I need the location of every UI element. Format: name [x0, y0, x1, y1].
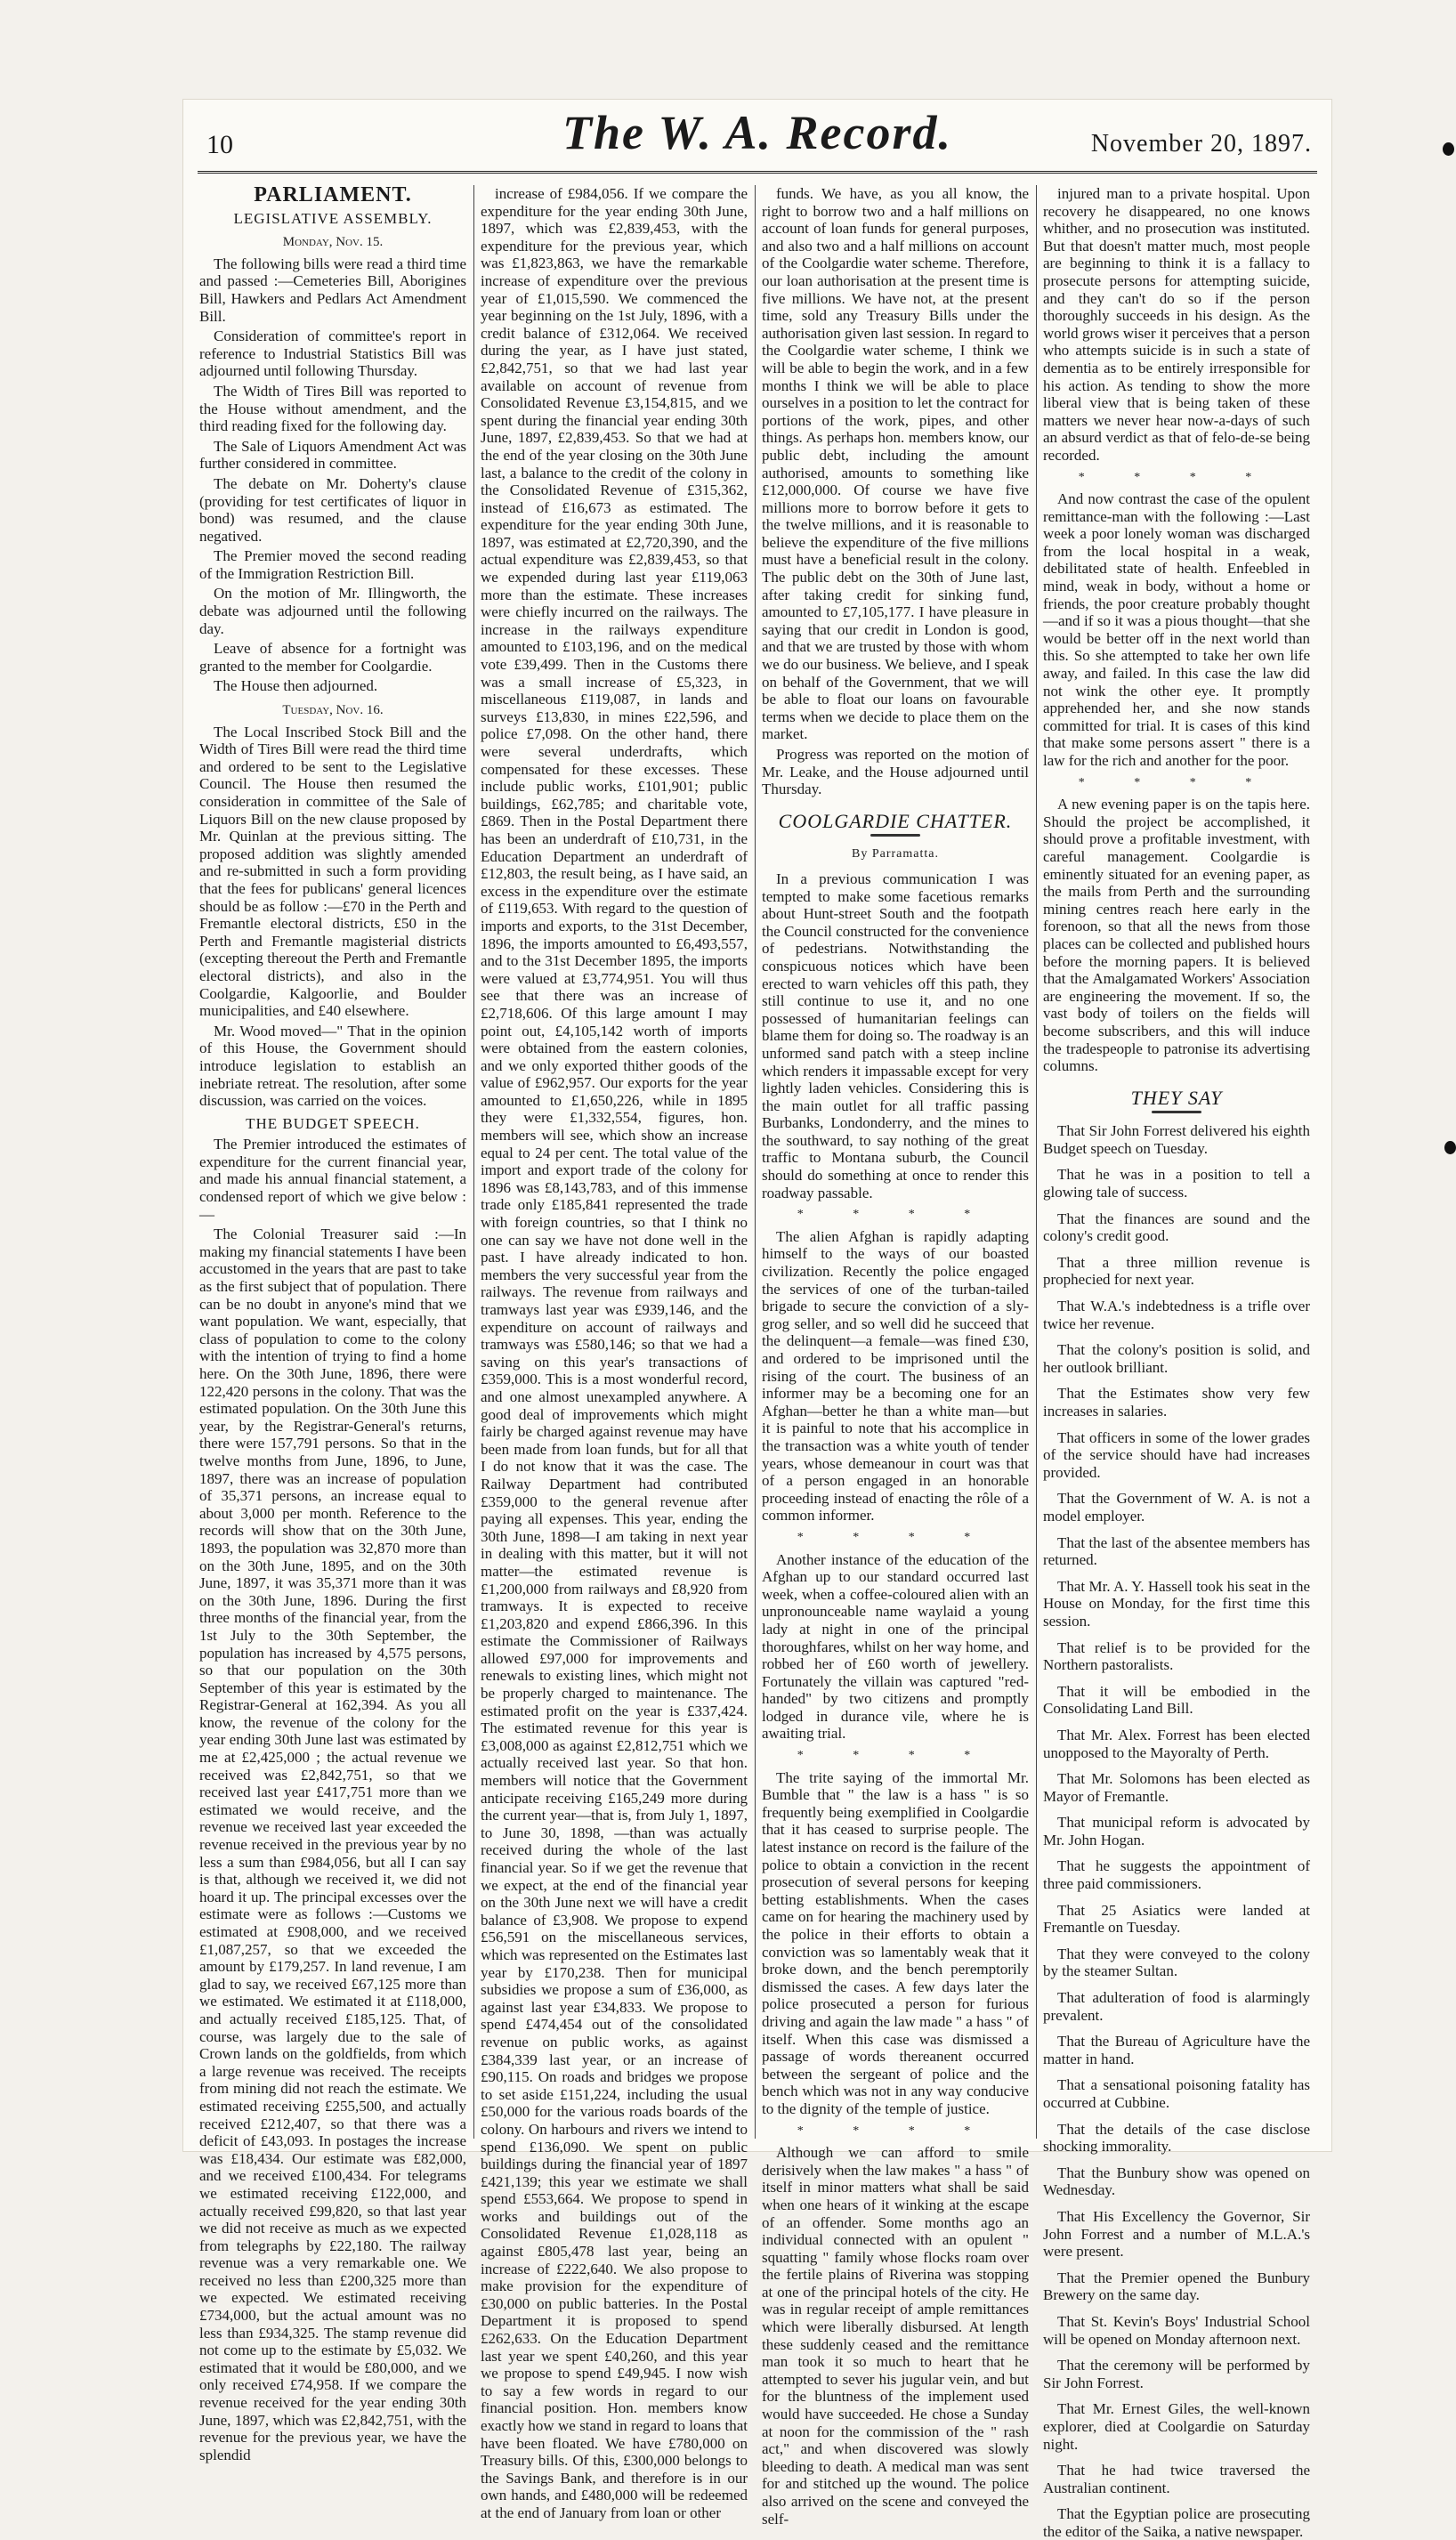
article-paragraph: The House then adjourned.: [214, 677, 378, 695]
they-say-item: That the ceremony will be performed by Sir John Forrest.: [1043, 2357, 1310, 2391]
article-paragraph: injured man to a private hospital. Upon recovery he disappeared, no one knows whither, and no prosecution was instituted. But that doesn't matter much, most people are beginning to think it is a fallacy to prosecute persons for attempting suicide, and they can't do so if the person thoroughly succeeds in his design. As the world grows wiser it perceives that a person who attempts suicide is in such a state of dementia as to be entirely irresponsible for his action. As tending to show the more liberal view that is being taken of these matters we never hear now-a-days of such an absurd verdict as that of felo-de-se being recorded.: [1043, 185, 1310, 464]
they-say-item: That the colony's position is solid, and her outlook brilliant.: [1043, 1341, 1310, 1376]
column-parliament: [199, 183, 466, 2463]
article-paragraph: The Premier moved the second reading of the Immigration Restriction Bill.: [199, 547, 466, 582]
article-paragraph: The Sale of Liquors Amendment Act was further considered in committee.: [199, 437, 466, 473]
they-say-item: That a sensational poisoning fatality has occurred at Cubbine.: [1043, 2076, 1310, 2111]
they-say-item: That Mr. A. Y. Hassell took his seat in the House on Monday, for the first time this session.: [1043, 1577, 1310, 1630]
issue-date: November 20, 1897.: [1090, 130, 1312, 158]
newspaper-page: [183, 100, 1331, 2540]
they-say-item: That the finances are sound and the colony's credit good.: [1043, 1209, 1310, 1245]
binding-hole: [1443, 142, 1454, 156]
column-rule: [1036, 185, 1037, 2139]
article-paragraph: Mr. Wood moved—" That in the opinion of this House, the Government should introduce legislation to establish an inebriate retreat. The resolution, after some discussion, was carried on the voices.: [199, 1022, 466, 1110]
binding-hole: [1444, 1141, 1456, 1154]
article-paragraph: The Local Inscribed Stock Bill and the Width of Tires Bill were read the third time and ordered to be sent to the Legislative Council. The House then resumed the consideration in committee of the Sale of Liquors Bill on the new clause proposed by Mr. Quinlan at the previous sitting. The proposed addition was slightly amended and re-submitted in such a form providing that the fees for publicans' general licences should be as follow :—£70 in the Perth and Fremantle electoral districts, £50 in the Perth and Fremantle magisterial districts (excepting thereout the Perth and Fremantle electoral districts), and also in the Coolgardie, Kalgoorlie, and Boulder municipalities, and £40 elsewhere.: [199, 723, 466, 1020]
sitting-date: Monday, Nov. 15.: [282, 235, 384, 250]
they-say-item: That W.A.'s indebtedness is a trifle over twice her revenue.: [1043, 1298, 1310, 1332]
section-break: * * * *: [797, 2123, 994, 2138]
article-paragraph: funds. We have, as you all know, the right to borrow two and a half millions on account of loan funds for general purposes, and also two and a half millions on account of the Coolgardie water scheme. Therefore, our loan authorisation at the present time is five millions. We have not, at the present time, sold any Treasury Bills under the authorisation given last session. In regard to the Coolgardie water scheme, I think we will be able to begin the work, and in a few months I think we will be able to place ourselves in a position to let the contract for portions of the work, pipes, and other things. As perhaps hon. members know, our public debt, including the amount authorised, amounts to something like £12,000,000. Of course we have five millions more to borrow before it gets to the twelve millions, and it is reasonable to believe the expenditure of the five millions must have a beneficial result in the colony. The public debt on the 30th of June last, after taking credit for sinking fund, amounted to £7,105,177. I have pleasure in saying that our credit in London is good, and that we are trusted by those with whom we do our business. We believe, and I speak on behalf of the Government, that we will be able to float our loans on favourable terms when we decide to place them on the market.: [762, 185, 1029, 743]
article-paragraph: On the motion of Mr. Illingworth, the debate was adjourned until the following day.: [199, 585, 466, 637]
article-paragraph: Although we can afford to smile derisively when the law makes " a hass " of itself in minor matters what shall be said when one hears of it winking at the escape of an offender. Some months ago an individual connected with an opulent " squatting " family whose flocks roam over the fertile plains of Riverina was stopping at one of the principal hotels of the city. He was in regular receipt of ample remittances which were liberally disbursed. At length these suddenly ceased and the remittance man took it so much to heart that he attempted to sever his jugular vein, and but for the bluntness of the implement used would have succeeded. He chose a Sunday at noon for the commission of the " rash act," and when discovered was slowly bleeding to death. A medical man was sent for and stitched up the wound. The police also arrived on the scene and conveyed the self-: [762, 2144, 1029, 2528]
article-paragraph: Consideration of committee's report in reference to Industrial Statistics Bill was adjourned until following Thursday.: [199, 328, 466, 380]
they-say-item: That a three million revenue is prophecied for next year.: [1043, 1253, 1310, 1289]
they-say-item: That he was in a position to tell a glowing tale of success.: [1043, 1166, 1310, 1201]
masthead: [198, 100, 1317, 174]
they-say-item: That Mr. Alex. Forrest has been elected unopposed to the Mayoralty of Perth.: [1043, 1726, 1310, 1761]
they-say-item: That His Excellency the Governor, Sir John Forrest and a number of M.L.A.'s were present.: [1043, 2207, 1310, 2261]
article-paragraph: A new evening paper is on the tapis here. Should the project be accomplished, it should prove a profitable investment, with careful management. Coolgardie is eminently situated for an evening paper, as the mails from Perth and the surrounding mining centres reach here early in the forenoon, so that all the news from those places can be collected and published hours before the morning papers. It is believed that the Amalgamated Workers' Association are engineering the movement. If so, the vast body of toilers on the fields will become subscribers, and this will induce the tradespeople to patronise its advertising columns.: [1043, 796, 1310, 1075]
section-break: * * * *: [797, 1530, 994, 1544]
heading-ornament: [870, 834, 920, 837]
article-paragraph: The debate on Mr. Doherty's clause (providing for test certificates of liquor in bond) was resumed, and the clause negatived.: [199, 474, 466, 545]
they-say-item: That St. Kevin's Boys' Industrial School will be opened on Monday afternoon next.: [1043, 2312, 1310, 2348]
column-budget-continued: [481, 185, 748, 2521]
article-paragraph: Leave of absence for a fortnight was granted to the member for Coolgardie.: [199, 640, 466, 675]
column-they-say: [1043, 185, 1310, 2540]
they-say-item: That he suggests the appointment of three paid commissioners.: [1043, 1857, 1310, 1893]
they-say-item: That officers in some of the lower grades of the service should have had increases provided.: [1043, 1428, 1310, 1481]
they-say-item: That Mr. Ernest Giles, the well-known explorer, died at Coolgardie on Saturday night.: [1043, 2400, 1310, 2453]
they-say-item: That relief is to be provided for the Northern pastoralists.: [1043, 1638, 1310, 1674]
budget-speech-heading: THE BUDGET SPEECH.: [246, 1114, 420, 1132]
they-say-item: That the Government of W. A. is not a model employer.: [1043, 1490, 1310, 1525]
they-say-item: That it will be embodied in the Consolidating Land Bill.: [1043, 1682, 1310, 1718]
heading-ornament: [1152, 1111, 1201, 1113]
section-break: * * * *: [797, 1749, 994, 1763]
they-say-item: That they were conveyed to the colony by the steamer Sultan.: [1043, 1945, 1310, 1980]
byline: By Parramatta.: [852, 847, 939, 861]
they-say-item: That the Bunbury show was opened on Wednesday.: [1043, 2164, 1310, 2199]
section-break: * * * *: [797, 1208, 994, 1222]
article-paragraph: Another instance of the education of the Afghan up to our standard occurred last week, when a coffee-coloured alien with an unpronounceable name waylaid a young lady at night in one of the principal thoroughfares, whilst on her way home, and robbed her of £60 worth of jewellery. Fortunately the villain was captured "red-handed" by two citizens and promptly lodged in durance vile, where he is awaiting trial.: [762, 1550, 1029, 1743]
chamber-heading: LEGISLATIVE ASSEMBLY.: [233, 209, 433, 227]
they-say-item: That the Estimates show very few increases in salaries.: [1043, 1385, 1310, 1420]
column-rule: [473, 185, 474, 2139]
they-say-item: That the last of the absentee members has returned.: [1043, 1533, 1310, 1569]
section-break: * * * *: [1078, 470, 1275, 484]
column-coolgardie: [762, 185, 1029, 2528]
page-number: 10: [206, 130, 233, 159]
section-break: * * * *: [1078, 775, 1275, 789]
article-paragraph: The Width of Tires Bill was reported to the House without amendment, and the third reading fixed for the following day.: [199, 382, 466, 435]
sitting-date: Tuesday, Nov. 16.: [282, 703, 384, 718]
they-say-heading: THEY SAY: [1130, 1086, 1223, 1109]
article-paragraph: The alien Afghan is rapidly adapting himself to the ways of our boasted civilization. Recently the police engaged the services of one of the turban-tailed brigade to secure the conviction of a sly-grog seller, and so well did he succeed that the delinquent—a female—was fined £30, and ordered to be imprisoned until the rising of the court. The business of an informer may be a becoming one for an Afghan—better he than a white man—but it is painful to note that his accomplice in the transaction was a white youth of tender years, whose demeanour in court was that of a person engaged in an honorable proceeding instead of enacting the rôle of a common informer.: [762, 1227, 1029, 1525]
article-paragraph: Progress was reported on the motion of Mr. Leake, and the House adjourned until Thursday.: [762, 746, 1029, 798]
coolgardie-chatter-heading: COOLGARDIE CHATTER.: [778, 809, 1013, 832]
article-paragraph: The Colonial Treasurer said :—In making my financial statements I have been accustomed in the years that are past to take as the first subject that of population. There can be no doubt in anyone's mind that we want population. We want, especially, that class of population to come to the colony with the intention of trying to find a home here. On the 30th June, 1896, there were 122,420 persons in the colony. That was the estimated population. On the 30th June this year, by the Registrar-General's returns, there were 157,791 persons. So that in the twelve months from June, 1896, to June, 1897, there was an increase of population of 35,371 persons, an increase equal to about 3,000 per month. Reference to the records will show that on the 30th June, 1893, the population was 32,870 more than on the 30th June, 1895, and on the 30th June, 1897, it was 35,371 more than it was on the 30th June, 1896. During the first three months of the financial year, from the 1st July to the 30th September, the population has increased by 4,575 persons, so that our population on the 30th September of this year is estimated by the Registrar-General at 162,394. As you all know, the revenue of the colony for the year ending 30th June last was estimated by me at £2,425,000 ; the actual revenue we received was £2,842,751, so that we received last year £417,751 more than we estimated we would receive, and the revenue we received last year exceeded the revenue received in the previous year by no less a sum than £984,056, but all I can say is that, although we received it, we did not hoard it up. The principal excesses over the estimate were as follows :—Customs we estimated at £908,000, and we received £1,087,257, so that we exceeded the amount by £179,257. In land revenue, I am glad to say, we received £67,125 more than we estimated. We estimated it at £118,000, and actually received £185,125. That, of course, was largely due to the sale of Crown lands on the goldfields, from which a large revenue was received. The receipts from mining did not reach the estimate. We estimated receiving £255,500, and actually received £212,407, so that there was a deficit of £43,093. In postages the increase was £18,434. Our estimate was £82,000, and we received £100,434. For telegrams we estimated receiving £122,000, and actually received £99,820, so that last year we did not receive as much as we expected from telegraphs by £22,180. The railway revenue was a very remarkable one. We received no less than £200,325 more than we expected. We estimated receiving £734,000, but the actual amount was no less than £934,325. The stamp revenue did not come up to the estimate by £5,032. We estimated that it would be £80,000, and we only received £74,958. If we compare the revenue received for the year ending 30th June, 1897, which was £2,842,751, with the revenue for the previous year, we have the splendid: [199, 1226, 466, 2463]
they-say-item: That adulteration of food is alarmingly prevalent.: [1043, 1989, 1310, 2024]
column-rule: [755, 185, 756, 2139]
they-say-item: That the details of the case disclose shocking immorality.: [1043, 2120, 1310, 2156]
article-paragraph: The Premier introduced the estimates of expenditure for the current financial year, and made his annual financial statement, a condensed report of which we give below :—: [199, 1136, 466, 1223]
article-paragraph: In a previous communication I was tempted to make some facetious remarks about Hunt-street South and the footpath the Council constructed for the convenience of pedestrians. Notwithstanding the conspicuous notices which have been erected to warn vehicles off this path, they still continue to use it, and no one possessed of humanitarian feelings can blame them for doing so. The roadway is an unformed sand patch with a steep incline which renders it impassable except for very lightly laden vehicles. Considering this is the main outlet for all traffic passing Burbanks, Londonderry, and the mines to the southward, to say nothing of the great traffic to Montana suburb, the Council should do something at once to render this roadway passable.: [762, 870, 1029, 1201]
they-say-item: That 25 Asiatics were landed at Fremantle on Tuesday.: [1043, 1901, 1310, 1937]
article-paragraph: The following bills were read a third time and passed :—Cemeteries Bill, Aborigines Bill, Hawkers and Pedlars Act Amendment Bill.: [199, 255, 466, 325]
newspaper-title: The W. A. Record.: [562, 106, 952, 159]
article-paragraph: And now contrast the case of the opulent remittance-man with the following :—Last week a poor lonely woman was discharged from the local hospital in a weak, debilitated state of health. Enfeebled in mind, weak in body, without a home or friends, the poor creature probably thought—and if so it was a pious thought—that she would be better off in the next world than this. So she attempted to take her own life away, and failed. In this case the law did not wink the other eye. It promptly apprehended her, and she now stands committed for trial. It is cases of this kind that make some persons assert " there is a law for the rich and another for the poor.: [1043, 490, 1310, 769]
they-say-item: That the Premier opened the Bunbury Brewery on the same day.: [1043, 2269, 1310, 2304]
section-heading-parliament: PARLIAMENT.: [254, 183, 412, 206]
they-say-item: That municipal reform is advocated by Mr. John Hogan.: [1043, 1814, 1310, 1848]
they-say-item: That the Bureau of Agriculture have the matter in hand.: [1043, 2033, 1310, 2067]
they-say-item: That he had twice traversed the Australian continent.: [1043, 2462, 1310, 2496]
they-say-list: [1043, 1122, 1310, 2540]
they-say-item: That Mr. Solomons has been elected as Mayor of Fremantle.: [1043, 1770, 1310, 1805]
they-say-item: That the Egyptian police are prosecuting the editor of the Saika, a native newspaper.: [1043, 2505, 1310, 2540]
article-paragraph: increase of £984,056. If we compare the expenditure for the year ending 30th June, 1897, which was £2,839,453, with the expenditure for the previous year, which was £1,823,863, we have the remarkable increase of expenditure over the previous year of £1,015,590. We commenced the year beginning on the 1st July, 1896, with a credit balance of £312,064. We received during the year, as I have just stated, £2,842,751, so that we had last year available on account of revenue from Consolidated Revenue £3,154,815, and we spent during the financial year ending 30th June, 1897, £2,839,453. So that we had at the end of the year closing on the 30th June last, a balance to the credit of the colony in the Consolidated Revenue of £315,362, instead of £16,673 as estimated. The expenditure for the year ending 30th June, 1897, was estimated at £2,720,390, and the actual expenditure was £2,839,453, so that we expended during last year £119,063 more than the estimate. These increases were chiefly incurred on the railways. The increase in the railways expenditure amounted to £103,196, and on the medical vote £39,499. Then in the Customs there was a small increase of £5,323, in miscellaneous £119,087, in lands and surveys £13,830, in mines £22,596, and police £7,098. On the other hand, there were several underdrafts, which compensated for these excesses. These include public works, £101,901; public buildings, £62,785; and charitable vote, £869. Then in the Postal Department there has been an underdraft of £10,731, in the Education Department an underdraft of £12,803, the result being, as I have said, an excess in the expenditure over the estimate of £119,653. With regard to the question of imports and exports, to the 31st December, 1896, the imports amounted to £6,493,557, and to the 31st December 1895, the imports were valued at £3,774,951. You will thus see that there was an increase of £2,718,606. Of this large amount I may point out, £4,105,142 worth of imports were obtained from the eastern colonies, and we only exported thither goods of the value of £962,957. Our exports for the year amounted to £1,650,226, while in 1895 they were £1,332,554, figures, hon. members will see, which show an increase equal to 24 per cent. The total value of the import and export trade of the colony for 1896 was £8,143,783, and of this immense trade only £185,841 represented the trade with foreign countries, so that I think no one can say we have not done well in the past. I have already indicated to hon. members the very successful year from the railways. The revenue from railways and tramways last year was £939,146, and the expenditure on account of railways and tramways was £580,146; so that we had a saving on this year's transactions of £359,000. This is a most wonderful record, and one almost unexampled anywhere. A good deal of improvements which might fairly be charged against revenue may have been made from loan funds, but for all that I do not know that it was the case. The Railway Department had contributed £359,000 to the general revenue after paying all expenses. This year, ending the 30th June, 1898—I am taking in next year in dealing with this matter, but it will not matter—the estimated revenue is £1,200,000 from railways and £8,920 from tramways. It is expected to receive £1,203,820 and expend £866,396. In this estimate the Commissioner of Railways allowed £97,000 for improvements and renewals to existing lines, which might not be properly charged to maintenance. The estimated profit on the year is £337,424. The estimated revenue for this year is £3,008,000 as against £2,812,751 which we actually received last year. So that hon. members will notice that the Government anticipate receiving £165,249 more during the current year—that is, from July 1, 1897, to June 30, 1898, —than was actually received during the whole of the last financial year. So if we get the revenue that we expect, at the end of the financial year on the 30th June next we will have a credit balance of £3,908. We propose to expend £56,591 on the miscellaneous services, which was represented on the Estimates last year by £170,238. Then for municipal subsidies we propose a sum of £36,000, as against last year £34,833. We propose to spend £474,454 out of the consolidated revenue on public works, as against £384,339 last year, or an increase of £90,115. On roads and bridges we propose to set aside £151,224, including the usual £50,000 for the various roads boards of the colony. On harbours and rivers we intend to spend £136,090. We spent on public buildings during the financial year of 1897 £421,139; this year we estimate we shall spend £553,664. We propose to spend in works and buildings out of the Consolidated Revenue £1,028,118 as against £805,478 last year, being an increase of £222,640. We also propose to make provision for the expenditure of £30,000 on public batteries. In the Postal Department it is proposed to spend £262,633. On the Education Department last year we spent £40,260, and this year we propose to spend £49,945. I now wish to say a few words in regard to our financial position. Hon. members know exactly how we stand in regard to loans that have been floated. We have £780,000 on Treasury bills. Of this, £300,000 belongs to the Savings Bank, and therefore is in our own hands, and £480,000 will be redeemed at the end of January from loan or other: [481, 185, 748, 2521]
they-say-item: That Sir John Forrest delivered his eighth Budget speech on Tuesday.: [1043, 1122, 1310, 1157]
article-paragraph: The trite saying of the immortal Mr. Bumble that " the law is a hass " is so frequently being exemplified in Coolgardie that it has ceased to surprise people. The latest instance on record is the failure of the police to obtain a conviction in the recent prosecution of several persons for keeping betting establishments. When the cases came on for hearing the machinery used by the police in their efforts to obtain a conviction was so lamentably weak that it broke down, and the bench peremptorily dismissed the cases. A few days later the police prosecuted a person for furious driving and again the law made " a hass " of itself. When this case was dismissed a passage of words thereanent occurred between the sergeant of police and the bench which was not in any way conducive to the dignity of the temple of justice.: [762, 1768, 1029, 2117]
